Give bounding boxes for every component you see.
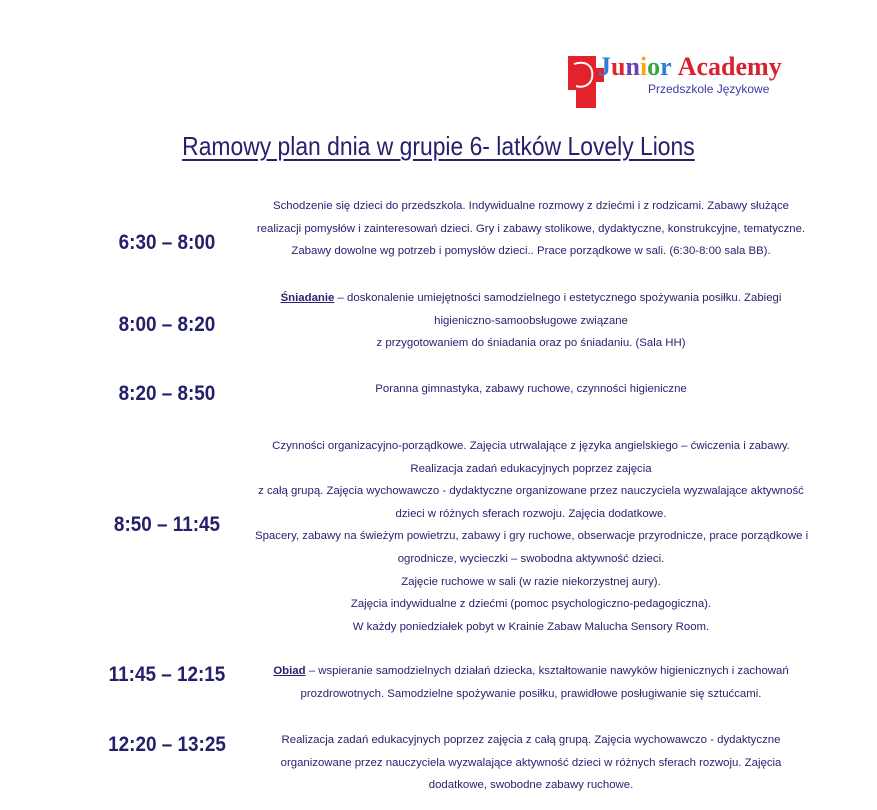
- schedule-description: [255, 435, 807, 638]
- logo-letter: J: [598, 52, 611, 81]
- logo-wordmark: [598, 52, 782, 82]
- schedule-time: 11:45 – 12:15: [108, 663, 226, 686]
- description-line: Realizacja zadań edukacyjnych poprzez zajęcia: [410, 462, 652, 475]
- meal-label: Śniadanie: [280, 292, 335, 304]
- description-line: Schodzenie się dzieci do przedszkola. Indywidualne rozmowy z dziećmi i z rodzicami. Zabawy służące: [273, 200, 789, 212]
- description-line: Zajęcia indywidualne z dziećmi (pomoc psychologiczno-pedagogiczna).: [350, 598, 712, 611]
- logo-letter: o: [647, 52, 661, 81]
- description-line: z przygotowaniem do śniadania oraz po śniadaniu. (Sala HH): [376, 337, 686, 350]
- description-line: Spacery, zabawy na świeżym powietrzu, zabawy i gry ruchowe, obserwacje przyrodnicze, prace porządkowe i: [255, 530, 809, 543]
- description-line: Realizacja zadań edukacyjnych poprzez zajęcia z całą grupą. Zajęcia wychowawczo - dydaktyczne: [281, 734, 781, 746]
- description-line: Poranna gimnastyka, zabawy ruchowe, czynności higieniczne: [375, 383, 687, 395]
- schedule-time: 8:00 – 8:20: [118, 313, 216, 336]
- description-line: organizowane przez nauczyciela wyzwalające aktywność dzieci w różnych sferach rozwoju. Zajęcia: [280, 756, 782, 769]
- description-text: – doskonalenie umiejętności samodzielnego i estetycznego spożywania posiłku. Zabiegi: [334, 292, 782, 304]
- junior-academy-logo: [566, 52, 806, 112]
- schedule-description: [255, 195, 807, 263]
- logo-letter: n: [625, 52, 640, 81]
- description-line: prozdrowotnych. Samodzielne spożywanie posiłku, prawidłowe posługiwanie się sztućcami.: [300, 687, 762, 700]
- schedule-description: [255, 378, 807, 401]
- schedule-description: [255, 287, 807, 355]
- schedule-description: [255, 729, 807, 797]
- description-line: dzieci w różnych sferach rozwoju. Zajęcia dodatkowe.: [395, 507, 667, 520]
- logo-junior-word: [598, 52, 672, 82]
- description-line: higieniczno-samoobsługowe związane: [434, 314, 628, 327]
- logo-subtitle: Przedszkole Językowe: [648, 82, 770, 96]
- description-line: Zabawy dowolne wg potrzeb i pomysłów dzieci.. Prace porządkowe w sali. (6:30-8:00 sala BB).: [291, 245, 771, 258]
- description-line: Zajęcie ruchowe w sali (w razie niekorzystnej aury).: [401, 575, 661, 588]
- description-line: [255, 660, 807, 683]
- logo-letter: r: [660, 52, 672, 81]
- description-line: z całą grupą. Zajęcia wychowawczo - dydaktyczne organizowane przez nauczyciela wyzwalające aktywność: [258, 485, 804, 498]
- schedule-description: [255, 660, 807, 705]
- schedule-time: 6:30 – 8:00: [118, 231, 216, 254]
- schedule-time: 8:20 – 8:50: [118, 382, 216, 405]
- description-line: W każdy poniedziałek pobyt w Krainie Zabaw Malucha Sensory Room.: [352, 620, 710, 633]
- page-title: Ramowy plan dnia w grupie 6- latków Lovely Lions: [182, 131, 695, 161]
- schedule-time: 12:20 – 13:25: [108, 733, 226, 756]
- description-text: – wspieranie samodzielnych działań dziecka, kształtowanie nawyków higienicznych i zachowań: [305, 665, 789, 677]
- logo-letter: i: [639, 52, 648, 81]
- schedule-time: 8:50 – 11:45: [113, 513, 221, 536]
- description-line: dodatkowe, swobodne zabawy ruchowe.: [428, 779, 634, 792]
- description-line: ogrodnicze, wycieczki – swobodna aktywność dzieci.: [397, 552, 665, 565]
- logo-academy-word: Academy: [677, 52, 782, 81]
- description-line: Czynności organizacyjno-porządkowe. Zajęcia utrwalające z języka angielskiego – ćwiczenia i zabawy.: [272, 440, 790, 452]
- meal-label: Obiad: [273, 665, 306, 677]
- logo-letter: u: [611, 52, 626, 81]
- description-line: realizacji pomysłów i zainteresowań dzieci. Gry i zabawy stolikowe, dydaktyczne, konstrukcyjne, tematyczne.: [256, 222, 806, 235]
- description-line: [255, 287, 807, 310]
